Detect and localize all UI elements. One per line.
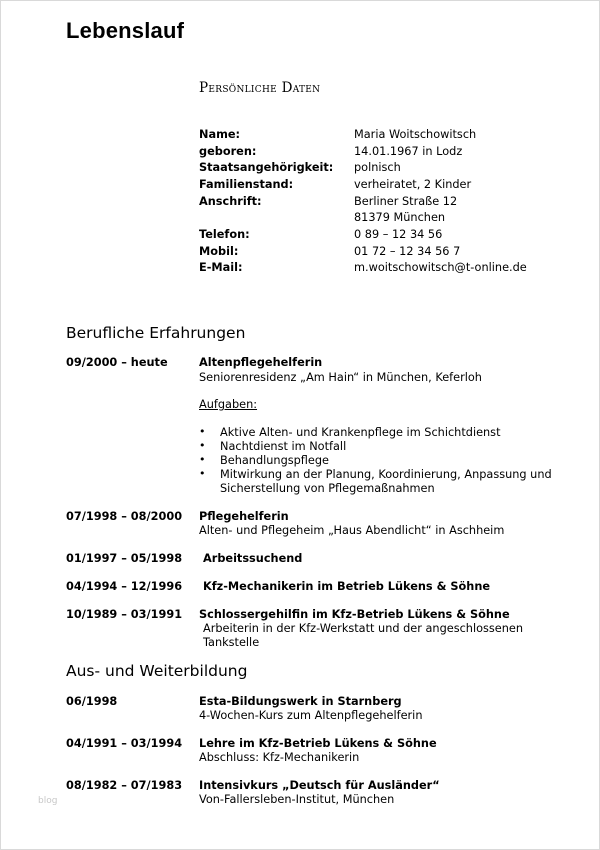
address-street: Berliner Straße 12 xyxy=(354,195,458,208)
watermark: blog xyxy=(38,796,58,806)
task-item: Mitwirkung an der Planung, Koordinierung, Anpassung und xyxy=(220,468,552,481)
name-value: Maria Woitschowitsch xyxy=(354,128,477,141)
experience-employer: Seniorenresidenz „Am Hain“ in München, Keferloh xyxy=(199,371,482,384)
family-status-label: Familienstand: xyxy=(199,178,294,191)
birth-label: geboren: xyxy=(199,145,257,158)
education-period: 04/1991 – 03/1994 xyxy=(66,737,183,750)
education-title: Lehre im Kfz-Betrieb Lükens & Söhne xyxy=(199,737,437,750)
experience-title: Kfz-Mechanikerin im Betrieb Lükens & Söhne xyxy=(203,580,491,593)
name-label: Name: xyxy=(199,128,241,141)
bullet-icon: • xyxy=(199,425,206,438)
email-label: E-Mail: xyxy=(199,261,243,274)
education-heading: Aus- und Weiterbildung xyxy=(66,662,248,680)
task-item-continued: Sicherstellung von Pflegemaßnahmen xyxy=(220,482,435,495)
experience-period: 10/1989 – 03/1991 xyxy=(66,608,183,621)
experience-title: Altenpflegehelferin xyxy=(199,356,323,369)
tasks-label: Aufgaben: xyxy=(199,398,258,411)
experience-period: 01/1997 – 05/1998 xyxy=(66,552,183,565)
experience-heading: Berufliche Erfahrungen xyxy=(66,324,246,342)
email-value: m.woitschowitsch@t-online.de xyxy=(354,261,527,274)
experience-description: Arbeiterin in der Kfz-Werkstatt und der angeschlossenen xyxy=(203,622,523,635)
education-detail: 4-Wochen-Kurs zum Altenpflegehelferin xyxy=(199,709,423,722)
personal-data-heading: Persönliche Daten xyxy=(199,80,321,96)
bullet-icon: • xyxy=(199,467,206,480)
experience-period: 04/1994 – 12/1996 xyxy=(66,580,183,593)
address-city: 81379 München xyxy=(354,211,446,224)
bullet-icon: • xyxy=(199,453,206,466)
experience-title: Pflegehelferin xyxy=(199,510,289,523)
phone-label: Telefon: xyxy=(199,228,250,241)
experience-description-continued: Tankstelle xyxy=(203,636,260,649)
bullet-icon: • xyxy=(199,439,206,452)
education-detail: Von-Fallersleben-Institut, München xyxy=(199,793,395,806)
experience-title: Schlossergehilfin im Kfz-Betrieb Lükens & Söhne xyxy=(199,608,510,621)
mobile-value: 01 72 – 12 34 56 7 xyxy=(354,245,461,258)
education-period: 06/1998 xyxy=(66,695,118,708)
address-label: Anschrift: xyxy=(199,195,262,208)
education-title: Esta-Bildungswerk in Starnberg xyxy=(199,695,402,708)
experience-period: 09/2000 – heute xyxy=(66,356,168,369)
task-item: Behandlungspflege xyxy=(220,454,329,467)
family-status-value: verheiratet, 2 Kinder xyxy=(354,178,472,191)
birth-value: 14.01.1967 in Lodz xyxy=(354,145,463,158)
education-title: Intensivkurs „Deutsch für Ausländer“ xyxy=(199,779,440,792)
mobile-label: Mobil: xyxy=(199,245,239,258)
nationality-value: polnisch xyxy=(354,161,401,174)
nationality-label: Staatsangehörigkeit: xyxy=(199,161,334,174)
phone-value: 0 89 – 12 34 56 xyxy=(354,228,443,241)
experience-title: Arbeitssuchend xyxy=(203,552,303,565)
education-period: 08/1982 – 07/1983 xyxy=(66,779,183,792)
experience-period: 07/1998 – 08/2000 xyxy=(66,510,183,523)
task-item: Aktive Alten- und Krankenpflege im Schichtdienst xyxy=(220,426,501,439)
page-title: Lebenslauf xyxy=(66,18,185,43)
task-item: Nachtdienst im Notfall xyxy=(220,440,347,453)
education-detail: Abschluss: Kfz-Mechanikerin xyxy=(199,751,360,764)
experience-employer: Alten- und Pflegeheim „Haus Abendlicht“ in Aschheim xyxy=(199,524,505,537)
